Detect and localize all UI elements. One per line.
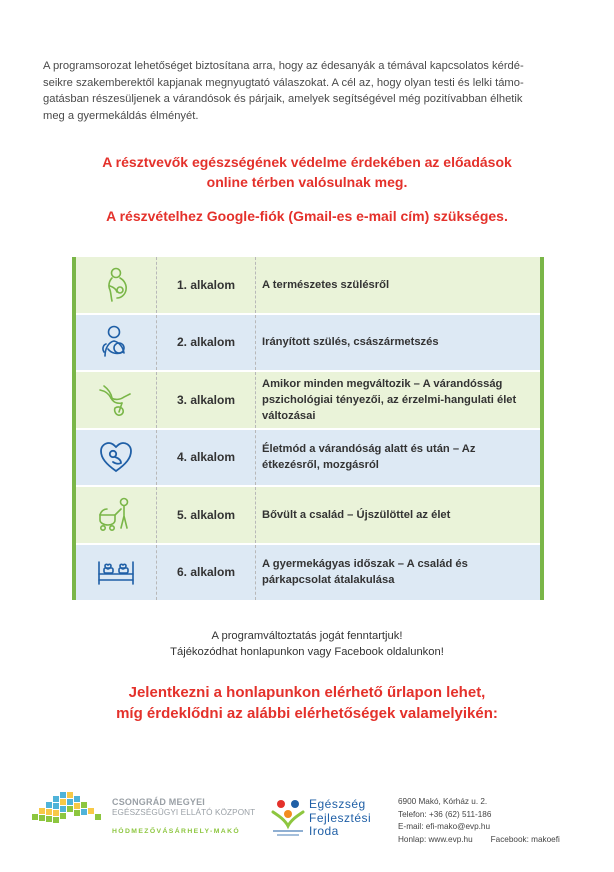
- table-row: [76, 315, 540, 373]
- session-number: 4. alkalom: [157, 430, 256, 486]
- session-number: 5. alkalom: [157, 487, 256, 543]
- bed-icon: [76, 545, 157, 601]
- session-title: Bővült a család – Újszülöttel az élet: [262, 508, 451, 521]
- online-note-line: online térben valósulnak meg.: [206, 174, 408, 190]
- session-title: Irányított szülés, császármetszés: [262, 336, 439, 349]
- efi-logo-icon: [269, 796, 309, 840]
- session-number: 6. alkalom: [157, 545, 256, 601]
- session-title: Életmód a várandóság alatt és után – Az étkezésről, mozgásról: [262, 443, 476, 472]
- efi-line: Iroda: [309, 824, 339, 838]
- intro-line: gatásban részesüljenek a várandósok és párjaik, amelyek segítségével még pozitívabban élhetik: [43, 93, 523, 105]
- session-title: A gyermekágyas időszak – A család és párkapcsolat átalakulása: [262, 558, 468, 587]
- intro-line: A programsorozat lehetőséget biztosítana arra, hogy az édesanyák a témával kapcsolatos kérdé-: [43, 60, 524, 72]
- efi-line: Egészség: [309, 797, 366, 811]
- signup-note-line: míg érdeklődni az alábbi elérhetőségek valamelyikén:: [116, 705, 498, 722]
- account-note-text: A részvételhez Google-fiók (Gmail-es e-mail cím) szükséges.: [106, 208, 508, 224]
- hospital-logo-icon: [30, 784, 122, 834]
- change-note: [0, 628, 614, 660]
- org-line2: EGÉSZSÉGÜGYI ELLÁTÓ KÖZPONT: [112, 808, 256, 817]
- contact-info: [398, 796, 560, 846]
- phone: Telefon: +36 (62) 511-186: [398, 809, 492, 819]
- hospital-name: [112, 797, 272, 835]
- pregnant-woman-icon: [76, 257, 157, 313]
- account-note: [0, 206, 614, 226]
- online-note-line: A résztvevők egészségének védelme érdekében az előadások: [102, 154, 512, 170]
- session-table: [72, 257, 544, 600]
- efi-name: [309, 798, 371, 839]
- intro-line: seikre szakemberektől kapjanak megnyugtató válaszokat. A cél az, hogy olyan testi és lelki támo-: [43, 76, 524, 89]
- table-row: [76, 430, 540, 488]
- change-note-line: A programváltoztatás jogát fenntartjuk!: [211, 630, 403, 642]
- facebook-link[interactable]: Facebook: makoefi: [490, 834, 560, 844]
- table-row: [76, 257, 540, 315]
- intro-paragraph: [43, 58, 573, 124]
- session-title: A természetes szülésről: [262, 278, 390, 291]
- intro-line: meg a gyermekáldás élményét.: [43, 109, 199, 122]
- signup-note: [0, 682, 614, 724]
- stroller-icon: [76, 487, 157, 543]
- table-row: [76, 487, 540, 545]
- session-number: 1. alkalom: [157, 257, 256, 313]
- efi-line: Fejlesztési: [309, 810, 372, 825]
- stork-icon: [76, 372, 157, 428]
- table-row: [76, 372, 540, 430]
- signup-note-line: Jelentkezni a honlapunkon elérhető űrlapon lehet,: [128, 684, 486, 701]
- email-link[interactable]: E-mail: efi-mako@evp.hu: [398, 822, 491, 832]
- org-line3: HÓDMEZŐVÁSÁRHELY-MAKÓ: [112, 828, 241, 835]
- mother-baby-icon: [76, 315, 157, 371]
- table-row: [76, 545, 540, 601]
- change-note-line: Tájékozódhat honlapunkon vagy Facebook oldalunkon!: [170, 646, 444, 658]
- online-note: [0, 152, 614, 192]
- org-line1: CSONGRÁD MEGYEI: [112, 797, 206, 807]
- address: 6900 Makó, Kórház u. 2.: [398, 797, 488, 806]
- session-number: 2. alkalom: [157, 315, 256, 371]
- session-number: 3. alkalom: [157, 372, 256, 428]
- session-title: Amikor minden megváltozik – A várandósság pszichológiai tényezői, az érzelmi-hangulati élet változásai: [262, 377, 517, 422]
- heart-baby-icon: [76, 430, 157, 486]
- website-link[interactable]: Honlap: www.evp.hu: [398, 834, 473, 844]
